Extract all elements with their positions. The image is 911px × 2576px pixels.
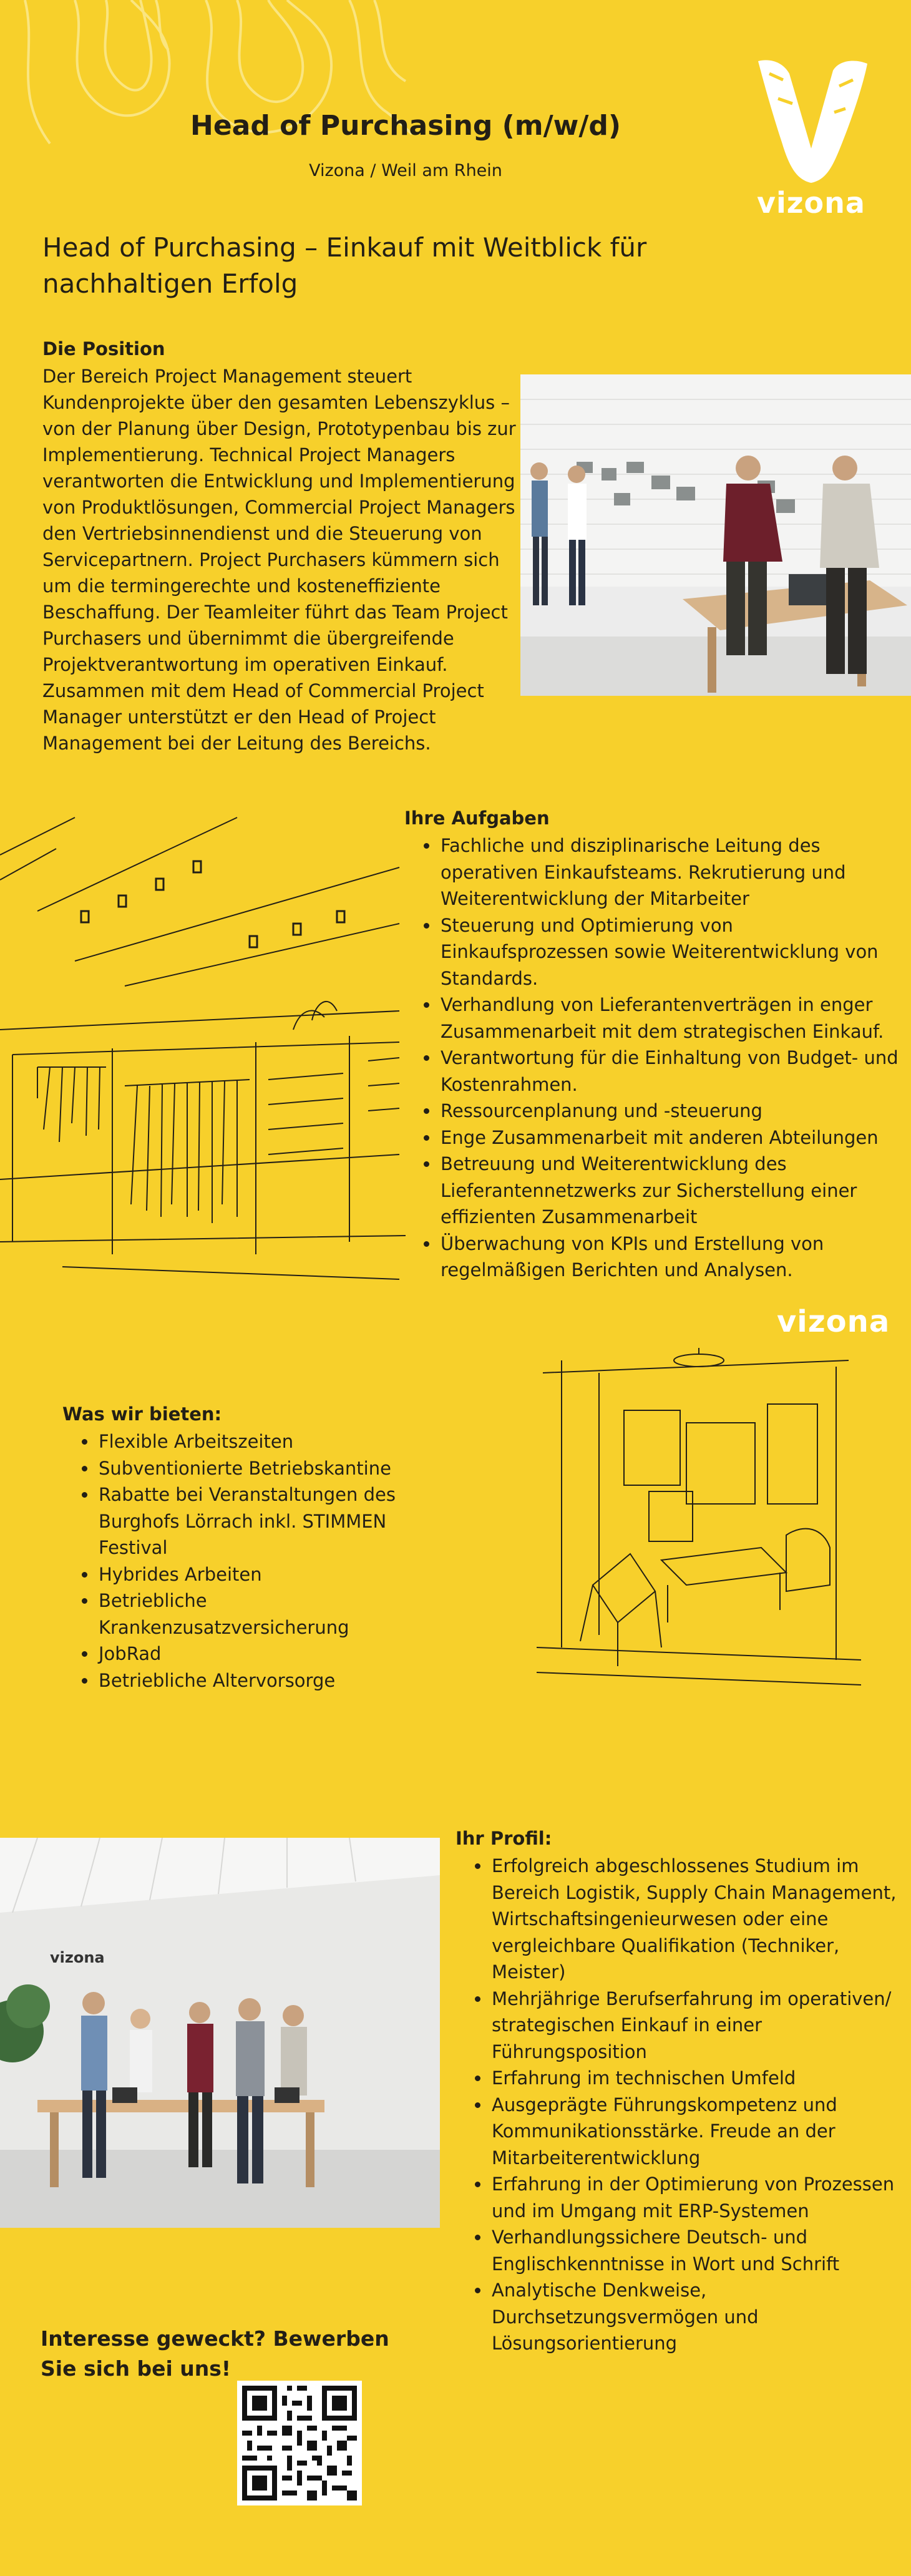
team-photo-office [520,374,911,696]
offer-item: • Betriebliche Altervorsorge [97,1667,449,1694]
profile-section [456,1825,905,2357]
profile-list [456,1853,905,2357]
tasks-item: • Überwachung von KPIs und Erstellung von regelmäßigen Berichten und Analysen. [439,1231,904,1284]
profile-item: • Ausgeprägte Führungskompetenz und Kommunikationsstärke. Freude an der Mitarbeiterentwicklung [490,2092,905,2172]
qr-code[interactable] [237,2381,362,2505]
tasks-item: • Verantwortung für die Einhaltung von Budget- und Kostenrahmen. [439,1045,904,1098]
offer-item: • Rabatte bei Veranstaltungen des Burghofs Lörrach inkl. STIMMEN Festival [97,1481,449,1561]
position-text: Der Bereich Project Management steuert Kundenprojekte über den gesamten Lebenszyklus – von der Planung über Design, Prototypenbau bis zur Implementierung. Technical Project Managers verantworten die Entwicklung und Implementierung von Produktlösungen, Commercial Project Managers den Vertriebsinnendienst und die Steuerung von Servicepartnern. Project Purchasers kümmern sich um die termingerechte und kosteneffiziente Beschaffung. Der Teamleiter führt das Team Project Purchasers und übernimmt die übergreifende Projektverantwortung im operativen Einkauf. Zusammen mit dem Head of Commercial Project Manager unterstützt er den Head of Project Management bei der Leitung des Bereichs. [42,366,516,754]
tasks-item: • Betreuung und Weiterentwicklung des Lieferantennetzwerks zur Sicherstellung einer effizienten Zusammenarbeit [439,1151,904,1231]
offer-heading: Was wir bieten: [62,1403,222,1425]
vizona-logo-text: vizona [757,186,865,220]
apply-call-to-action: Interesse geweckt? Bewerben Sie sich bei uns! [41,2326,389,2381]
headline: Head of Purchasing – Einkauf mit Weitblick für nachhaltigen Erfolg [42,232,647,299]
qr-code-icon [237,2381,362,2505]
offer-item: • Flexible Arbeitszeiten [97,1428,449,1455]
tasks-item: • Steuerung und Optimierung von Einkaufsprozessen sowie Weiterentwicklung von Standards. [439,912,904,992]
tasks-item: • Verhandlung von Lieferantenverträgen in enger Zusammenarbeit mit dem strategischen Einkauf. [439,992,904,1045]
tasks-heading: Ihre Aufgaben [404,807,550,829]
offer-item: • JobRad [97,1641,449,1667]
tasks-section [404,805,904,1284]
vizona-wordmark: vizona [777,1304,890,1339]
profile-heading: Ihr Profil: [456,1828,552,1849]
offer-list [62,1428,449,1694]
job-title: Head of Purchasing (m/w/d) [190,110,621,142]
offer-item: • Betriebliche Krankenzusatzversicherung [97,1588,449,1641]
tasks-item: • Ressourcenplanung und -steuerung [439,1098,904,1125]
offer-item: • Hybrides Arbeiten [97,1561,449,1588]
store-sketch [0,805,406,1292]
offer-item: • Subventionierte Betriebskantine [97,1455,449,1482]
tasks-list [404,832,904,1284]
position-section [42,336,517,756]
profile-item: • Erfolgreich abgeschlossenes Studium im Bereich Logistik, Supply Chain Management, Wirtschaftsingenieurwesen oder eine vergleichbare Qualifikation (Techniker, Meister) [490,1853,905,1986]
company-location: Vizona / Weil am Rhein [309,161,502,180]
profile-item: • Erfahrung im technischen Umfeld [490,2065,905,2092]
team-photo-meeting [0,1838,440,2228]
profile-item: • Erfahrung in der Optimierung von Prozessen und im Umgang mit ERP-Systemen [490,2171,905,2224]
tasks-item: • Enge Zusammenarbeit mit anderen Abteilungen [439,1125,904,1151]
profile-item: • Mehrjährige Berufserfahrung im operativen/ strategischen Einkauf in einer Führungsposition [490,1986,905,2066]
profile-item: • Verhandlungssichere Deutsch- und Englischkenntnisse in Wort und Schrift [490,2224,905,2277]
profile-item: • Analytische Denkweise, Durchsetzungsvermögen und Lösungsorientierung [490,2277,905,2357]
lounge-sketch [537,1348,861,1697]
position-heading: Die Position [42,338,165,359]
offer-section [62,1401,449,1694]
svg-text:vizona: vizona [50,1949,105,1966]
tasks-item: • Fachliche und disziplinarische Leitung des operativen Einkaufsteams. Rekrutierung und Weiterentwicklung der Mitarbeiter [439,832,904,912]
vizona-logo [746,55,877,236]
